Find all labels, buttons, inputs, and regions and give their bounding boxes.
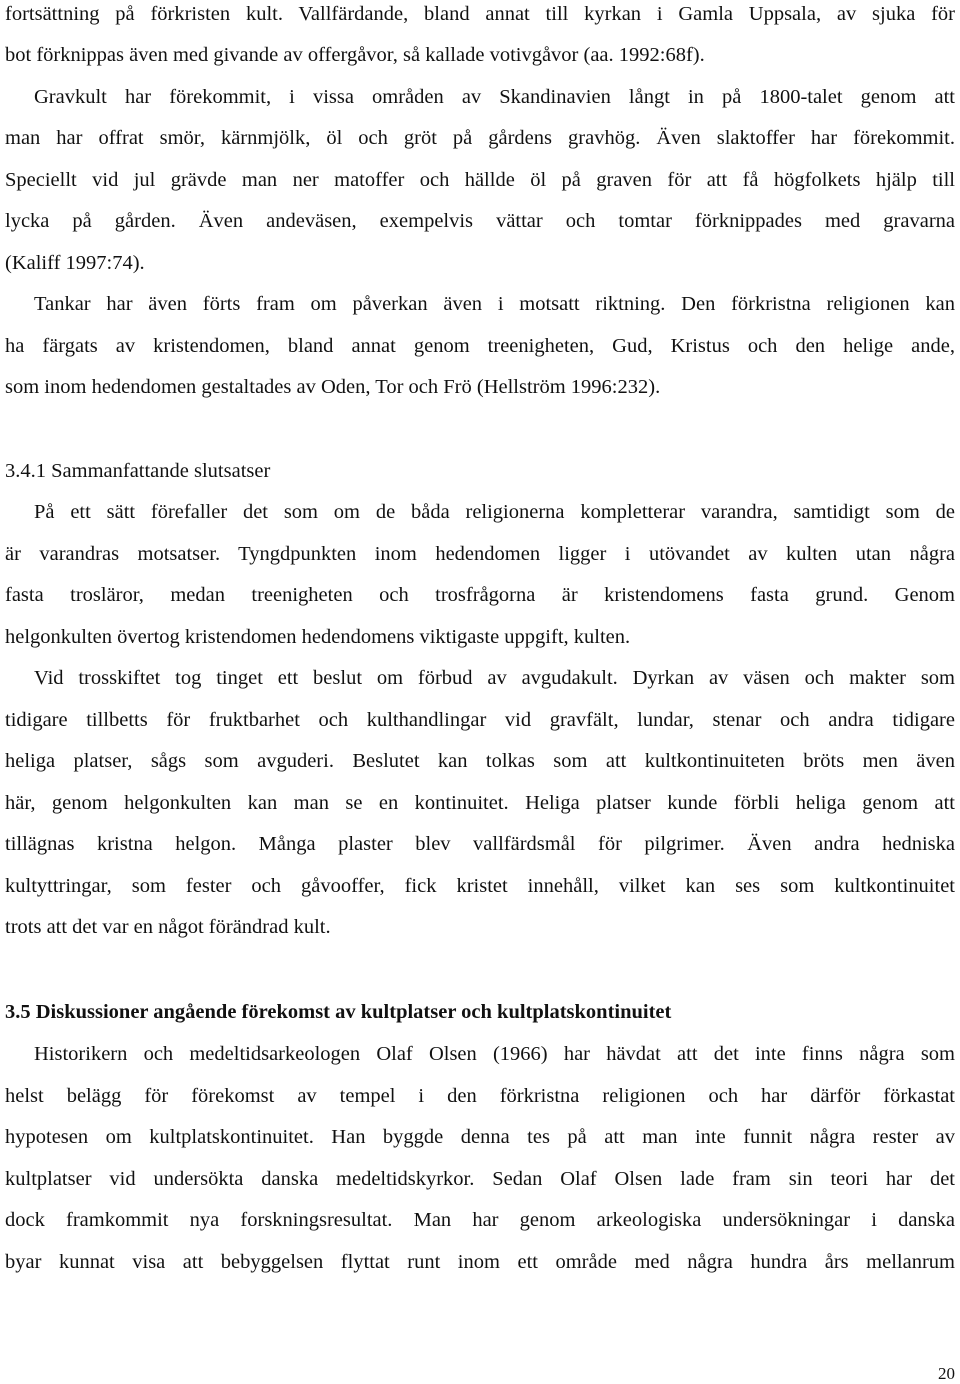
page-number: 20 <box>938 1364 955 1383</box>
text-line: kultyttringar, som fester och gåvooffer, fick kristet innehåll, vilket kan ses som kultkontinuitet <box>5 875 955 897</box>
text-line: helgonkulten övertog kristendomen hedendomens viktigaste uppgift, kulten. <box>5 626 631 648</box>
text-line: Tankar har även förts fram om påverkan även i motsatt riktning. Den förkristna religionen kan <box>34 293 955 315</box>
text-line: här, genom helgonkulten kan man se en kontinuitet. Heliga platser kunde förbli heliga genom att <box>5 792 955 814</box>
text-line: hypotesen om kultplatskontinuitet. Han byggde denna tes på att man inte funnit några rester av <box>5 1126 955 1148</box>
section-heading: 3.5 Diskussioner angående förekomst av kultplatser och kultplatskontinuitet <box>5 1001 672 1023</box>
text-line: kultplatser vid undersökta danska medeltidskyrkor. Sedan Olaf Olsen lade fram sin teori har det <box>5 1168 955 1190</box>
text-line: tidigare tillbetts för fruktbarhet och kulthandlingar vid gravfält, lundar, stenar och andra tidigare <box>5 709 955 731</box>
text-line: byar kunnat visa att bebyggelsen flyttat runt inom ett område med några hundra års mellanrum <box>5 1251 955 1273</box>
text-line: bot förknippas även med givande av offergåvor, så kallade votivgåvor (aa. 1992:68f). <box>5 44 705 66</box>
text-line: är varandras motsatser. Tyngdpunkten inom hedendomen ligger i utövandet av kulten utan några <box>5 543 955 565</box>
text-line: heliga platser, sågs som avguderi. Beslutet kan tolkas som att kultkontinuiteten bröts men även <box>5 750 955 772</box>
text-line: Historikern och medeltidsarkeologen Olaf Olsen (1966) har hävdat att det inte finns några som <box>34 1043 955 1065</box>
text-line: tillägnas kristna helgon. Många plaster blev vallfärdsmål för pilgrimer. Även andra hedniska <box>5 833 955 855</box>
text-line: helst belägg för förekomst av tempel i den förkristna religionen och har därför förkastat <box>5 1085 955 1107</box>
text-line: man har offrat smör, kärnmjölk, öl och gröt på gårdens gravhög. Även slaktoffer har förekommit. <box>5 127 955 149</box>
text-line: trots att det var en något förändrad kult. <box>5 916 331 938</box>
text-line: dock framkommit nya forskningsresultat. Man har genom arkeologiska undersökningar i danska <box>5 1209 955 1231</box>
section-heading: 3.4.1 Sammanfattande slutsatser <box>5 460 271 482</box>
text-line: På ett sätt förefaller det som om de båda religionerna kompletterar varandra, samtidigt som de <box>34 501 955 523</box>
text-line: Gravkult har förekommit, i vissa områden av Skandinavien långt in på 1800-talet genom att <box>34 86 955 108</box>
text-line: ha färgats av kristendomen, bland annat genom treenigheten, Gud, Kristus och den helige ande, <box>5 335 955 357</box>
text-line: fasta trosläror, medan treenigheten och trosfrågorna är kristendomens fasta grund. Genom <box>5 584 955 606</box>
text-line: Vid trosskiftet tog tinget ett beslut om förbud av avgudakult. Dyrkan av väsen och makter som <box>34 667 955 689</box>
text-line: lycka på gården. Även andeväsen, exempelvis vättar och tomtar förknippades med gravarna <box>5 210 955 232</box>
text-line: som inom hedendomen gestaltades av Oden, Tor och Frö (Hellström 1996:232). <box>5 376 661 398</box>
text-line: (Kaliff 1997:74). <box>5 252 145 274</box>
text-line: fortsättning på förkristen kult. Vallfärdande, bland annat till kyrkan i Gamla Uppsala, av sjuka för <box>5 3 955 25</box>
text-line: Speciellt vid jul grävde man ner matoffer och hällde öl på graven för att få högfolkets hjälp till <box>5 169 955 191</box>
